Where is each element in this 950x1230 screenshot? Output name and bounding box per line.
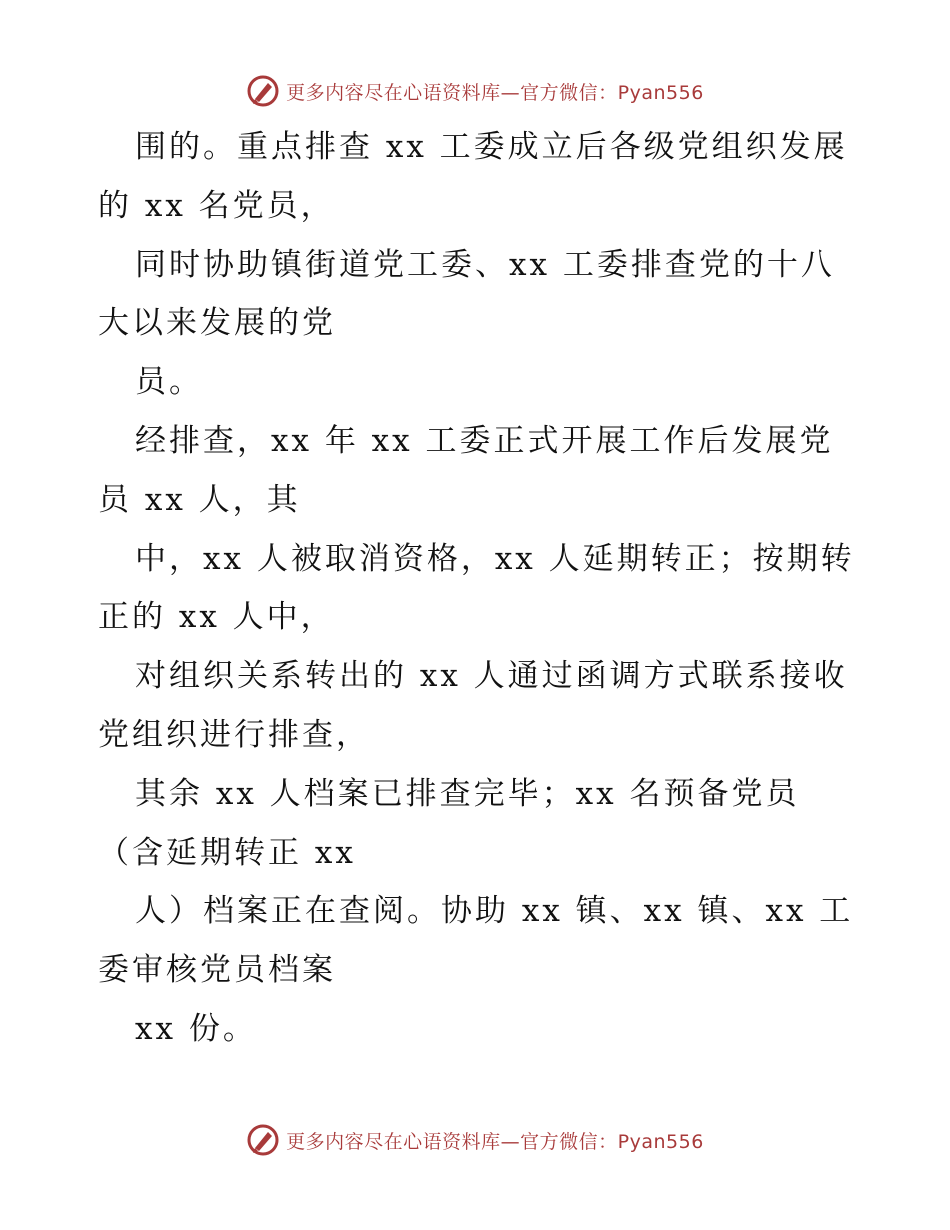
banner-text: 更多内容尽在心语资料库—官方微信：Pyan556 <box>286 1130 704 1153</box>
text-line: 围的。重点排查 xx 工委成立后各级党组织发展 <box>135 129 848 165</box>
text-line: xx 份。 <box>135 1010 257 1047</box>
text-line: （含延期转正 xx <box>98 834 356 871</box>
pen-logo-icon <box>246 74 280 108</box>
text-line: 大以来发展的党 <box>98 305 336 342</box>
text-line: 中，xx 人被取消资格，xx 人延期转正；按期转 <box>135 540 855 577</box>
text-line: 员 xx 人，其 <box>98 481 301 518</box>
footer-banner <box>0 1120 950 1160</box>
pen-logo-icon <box>246 1123 280 1157</box>
text-line: 正的 xx 人中， <box>98 599 335 636</box>
text-line: 对组织关系转出的 xx 人通过函调方式联系接收 <box>135 658 848 695</box>
text-line: 党组织进行排查， <box>98 716 370 753</box>
text-line: 员。 <box>135 364 203 401</box>
text-line: 人）档案正在查阅。协助 xx 镇、xx 镇、xx 工 <box>135 893 854 930</box>
text-line: 其余 xx 人档案已排查完毕；xx 名预备党员 <box>135 775 800 812</box>
banner-text: 更多内容尽在心语资料库—官方微信：Pyan556 <box>286 81 704 104</box>
text-line: 同时协助镇街道党工委、xx 工委排查党的十八 <box>135 246 835 283</box>
document-body <box>98 118 854 1059</box>
text-line: 的 xx 名党员， <box>98 187 335 224</box>
text-line: 委审核党员档案 <box>98 952 336 989</box>
text-line: 经排查，xx 年 xx 工委正式开展工作后发展党 <box>135 422 834 459</box>
header-banner <box>0 71 950 111</box>
